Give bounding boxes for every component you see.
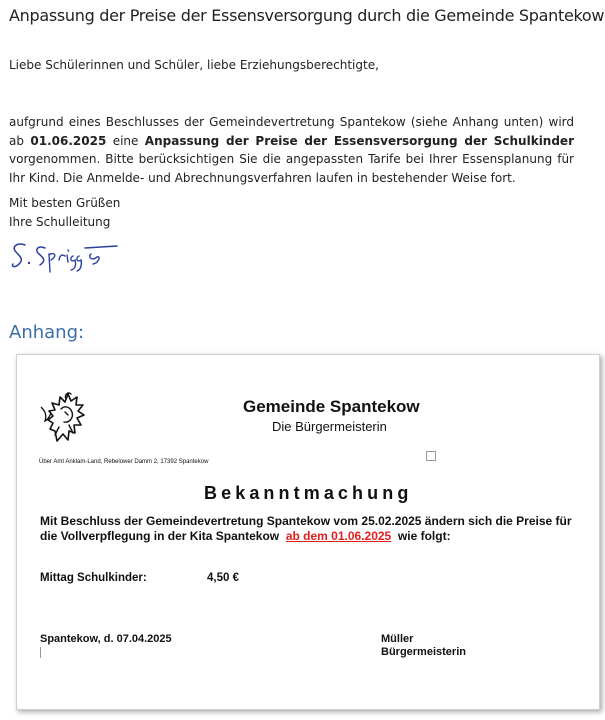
decision-text — [40, 514, 590, 544]
municipality-office: Die Bürgermeisterin — [272, 419, 387, 434]
text-cursor — [40, 647, 41, 658]
sender-address: Über Amt Anklam-Land, Rebelower Damm 2, 17392 Spantekow — [39, 459, 209, 465]
price-label: Mittag Schulkinder: — [40, 572, 147, 584]
paragraph-part3: vorgenommen. Bitte berücksichtigen Sie die angepassten Tarife bei Ihrer Essensplanung für Ihr Kind. Die Anmelde- und Abrechnungsverfahren laufen in bestehender Weise fort. — [9, 152, 574, 185]
anhang-label: Anhang: — [9, 322, 85, 343]
closing-greeting: Mit besten Grüßen — [9, 196, 121, 210]
signer-name: Müller — [381, 633, 414, 645]
griffin-crest-icon — [35, 385, 95, 450]
paragraph-part2: eine — [106, 133, 145, 148]
municipality-name: Gemeinde Spantekow — [243, 397, 420, 416]
closing-sender: Ihre Schulleitung — [9, 214, 111, 229]
handwritten-signature — [9, 236, 139, 280]
effective-date: ab dem 01.06.2025 — [285, 529, 392, 543]
notice-heading: Bekanntmachung — [204, 483, 413, 503]
paragraph-date: 01.06.2025 — [30, 133, 107, 148]
signer-block — [381, 633, 466, 659]
paragraph-part1: aufgrund eines Beschlusses der Gemeindevertretung Spantekow (siehe Anhang unten) wird ab — [9, 115, 574, 148]
closing — [9, 194, 120, 231]
paragraph-emphasis: Anpassung der Preise der Essensversorgung der Schulkinder — [144, 133, 574, 148]
decision-main: Mit Beschluss der Gemeindevertretung Spantekow vom 25.02.2025 ändern sich die Preise für die Vollverpflegung in der Kita Spantekow — [40, 514, 572, 543]
notice-image — [16, 354, 600, 710]
price-value: 4,50 € — [207, 572, 239, 584]
document-title: Anpassung der Preise der Essensversorgung durch die Gemeinde Spantekow — [9, 6, 605, 25]
decision-suffix: wie folgt: — [397, 529, 451, 543]
body-paragraph — [9, 113, 574, 187]
place-date: Spantekow, d. 07.04.2025 — [40, 633, 172, 645]
salutation: Liebe Schülerinnen und Schüler, liebe Erziehungsberechtigte, — [9, 58, 379, 72]
signer-title: Bürgermeisterin — [381, 646, 466, 658]
checkbox[interactable] — [426, 451, 436, 461]
